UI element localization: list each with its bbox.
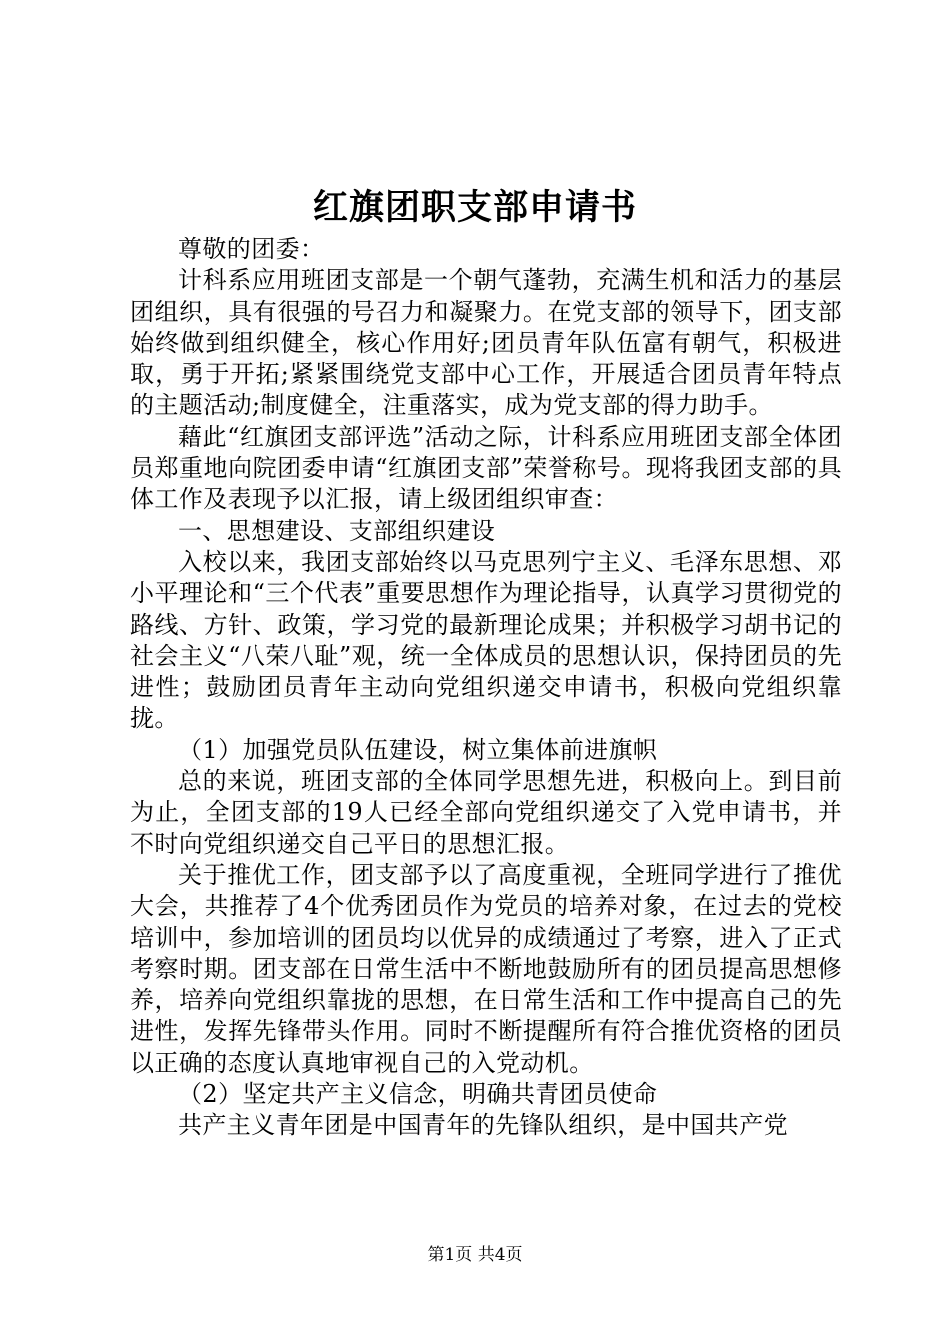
paragraph-intro: 计科系应用班团支部是一个朝气蓬勃，充满生机和活力的基层团组织，具有很强的号召力和凝聚力。在党支部的领导下，团支部始终做到组织健全，核心作用好;团员青年队伍富有朝气，积极进取，勇于开拓;紧紧围绕党支部中心工作，开展适合团员青年特点的主题活动;制度健全，注重落实，成为党支部的得力助手。 (130, 266, 842, 420)
page-footer: 第1页 共4页 (427, 1245, 523, 1265)
subsection-heading-2: （2）坚定共产主义信念，明确共青团员使命 (178, 1080, 658, 1109)
paragraph-league: 共产主义青年团是中国青年的先锋队组织，是中国共产党 (178, 1111, 788, 1140)
document-body (130, 234, 842, 1142)
salutation: 尊敬的团委： (178, 235, 325, 263)
paragraph-summary: 总的来说，班团支部的全体同学思想先进，积极向上。到目前为止，全团支部的19人已经全部向党组织递交了入党申请书，并不时向党组织递交自己平日的思想汇报。 (130, 767, 842, 858)
subsection-heading-1: （1）加强党员队伍建设，树立集体前进旗帜 (178, 735, 658, 764)
paragraph-application: 藉此“红旗团支部评选”活动之际，计科系应用班团支部全体团员郑重地向院团委申请“红旗团支部”荣誉称号。现将我团支部的具体工作及表现予以汇报，请上级团组织审查： (130, 422, 842, 514)
document-title: 红旗团职支部申请书 (312, 187, 637, 228)
paragraph-recommendation: 关于推优工作，团支部予以了高度重视，全班同学进行了推优大会，共推荐了4个优秀团员作为党员的培养对象，在过去的党校培训中，参加培训的团员均以优异的成绩通过了考察，进入了正式考察时期。团支部在日常生活中不断地鼓励所有的团员提高思想修养，培养向党组织靠拢的思想，在日常生活和工作中提高自己的先进性，发挥先锋带头作用。同时不断提醒所有符合推优资格的团员以正确的态度认真地审视自己的入党动机。 (130, 860, 842, 1077)
paragraph-ideology: 入校以来，我团支部始终以马克思列宁主义、毛泽东思想、邓小平理论和“三个代表”重要思想作为理论指导，认真学习贯彻党的路线、方针、政策，学习党的最新理论成果；并积极学习胡书记的社会主义“八荣八耻”观，统一全体成员的思想认识，保持团员的先进性；鼓励团员青年主动向党组织递交申请书，积极向党组织靠拢。 (130, 547, 842, 733)
section-heading-1: 一、思想建设、支部组织建设 (178, 516, 496, 545)
